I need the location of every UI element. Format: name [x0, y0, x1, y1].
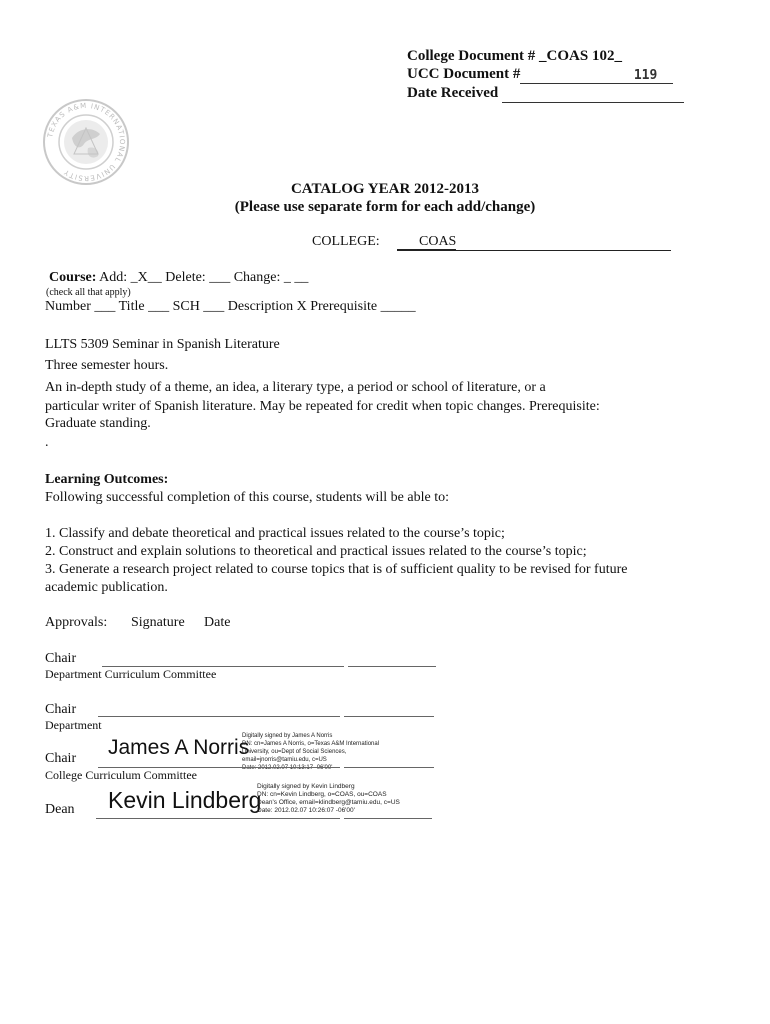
approval-role-chair-dcc: Chair	[45, 651, 77, 666]
date-line-dean[interactable]	[344, 818, 432, 819]
svg-text:TEXAS A&M INTERNATIONAL UNIVER: TEXAS A&M INTERNATIONAL UNIVERSITY	[46, 101, 127, 183]
outcome-item-3: 3. Generate a research project related to course topics that is of sufficient quality to be revised for future	[45, 562, 628, 577]
digital-signature-meta-norris: Digitally signed by James A Norris DN: cn=James A Norris, o=Texas A&M International University, ou=Dept of Social Sciences, email=jnorris@tamiu.edu, c=US Date: 2012.02.07 10:13:17 -06'00'	[242, 733, 380, 771]
learning-outcomes-intro: Following successful completion of this course, students will be able to:	[45, 490, 449, 505]
date-received-label	[407, 83, 684, 103]
course-title: LLTS 5309 Seminar in Spanish Literature	[45, 337, 280, 352]
signature-column-label: Signature	[131, 615, 185, 630]
catalog-year-heading: CATALOG YEAR 2012-2013	[290, 181, 480, 197]
digital-signature-norris[interactable]: James A Norris	[108, 736, 250, 759]
ucc-document-label	[407, 64, 673, 84]
signature-line-dept[interactable]	[98, 716, 340, 717]
university-seal-logo	[42, 98, 130, 186]
date-line-ccc[interactable]	[344, 767, 434, 768]
outcome-item-3-cont: academic publication.	[45, 580, 168, 595]
course-description-line-3: Graduate standing.	[45, 416, 151, 431]
change-fields-line: Number ___ Title ___ SCH ___ Description X Prerequisite _____	[45, 299, 416, 314]
date-line-dcc[interactable]	[348, 666, 436, 667]
check-all-note: (check all that apply)	[46, 287, 131, 298]
stray-period: .	[45, 435, 49, 450]
course-change-options: Add: _X__ Delete: ___ Change: _ __	[96, 270, 309, 285]
college-label: COLLEGE:	[312, 234, 380, 249]
ucc-document-value: 119	[633, 68, 658, 83]
course-hours: Three semester hours.	[45, 358, 169, 373]
approval-sub-dcc: Department Curriculum Committee	[45, 667, 217, 681]
outcome-item-2: 2. Construct and explain solutions to theoretical and practical issues related to the course’s topic;	[45, 544, 587, 559]
approval-role-chair-dept: Chair	[45, 702, 77, 717]
approval-sub-ccc: College Curriculum Committee	[45, 768, 197, 782]
outcome-item-1: 1. Classify and debate theoretical and practical issues related to the course’s topic;	[45, 526, 505, 541]
approvals-label: Approvals:	[45, 615, 108, 630]
signature-line-dean[interactable]	[96, 818, 340, 819]
college-document-number: College Document # _COAS 102_	[407, 48, 622, 64]
date-received-text: Date Received	[407, 85, 499, 101]
date-line-dept[interactable]	[344, 716, 434, 717]
learning-outcomes-heading: Learning Outcomes:	[45, 472, 169, 487]
approval-sub-dept: Department	[45, 718, 102, 732]
ucc-document-field	[520, 69, 673, 84]
approval-role-dean: Dean	[45, 802, 75, 817]
college-field	[397, 234, 671, 251]
digital-signature-lindberg[interactable]: Kevin Lindberg	[108, 787, 262, 813]
separate-form-note: (Please use separate form for each add/change)	[234, 199, 536, 215]
course-description-line-1: An in-depth study of a theme, an idea, a literary type, a period or school of literature, or a	[45, 380, 546, 395]
date-column-label: Date	[204, 615, 231, 630]
course-change-line	[49, 270, 308, 286]
course-label: Course:	[49, 270, 97, 285]
date-received-field	[502, 88, 684, 103]
approval-role-chair-ccc: Chair	[45, 751, 77, 766]
digital-signature-meta-lindberg: Digitally signed by Kevin Lindberg DN: cn=Kevin Lindberg, o=COAS, ou=COAS Dean's Office, email=klindberg@tamiu.edu, c=US Date: 2012.02.07 10:26:07 -06'00'	[257, 783, 400, 814]
ucc-document-label-text: UCC Document #	[407, 66, 521, 82]
course-description-line-2: particular writer of Spanish literature. May be repeated for credit when topic changes. Prerequisite:	[45, 399, 600, 414]
college-value: COAS	[397, 234, 456, 250]
